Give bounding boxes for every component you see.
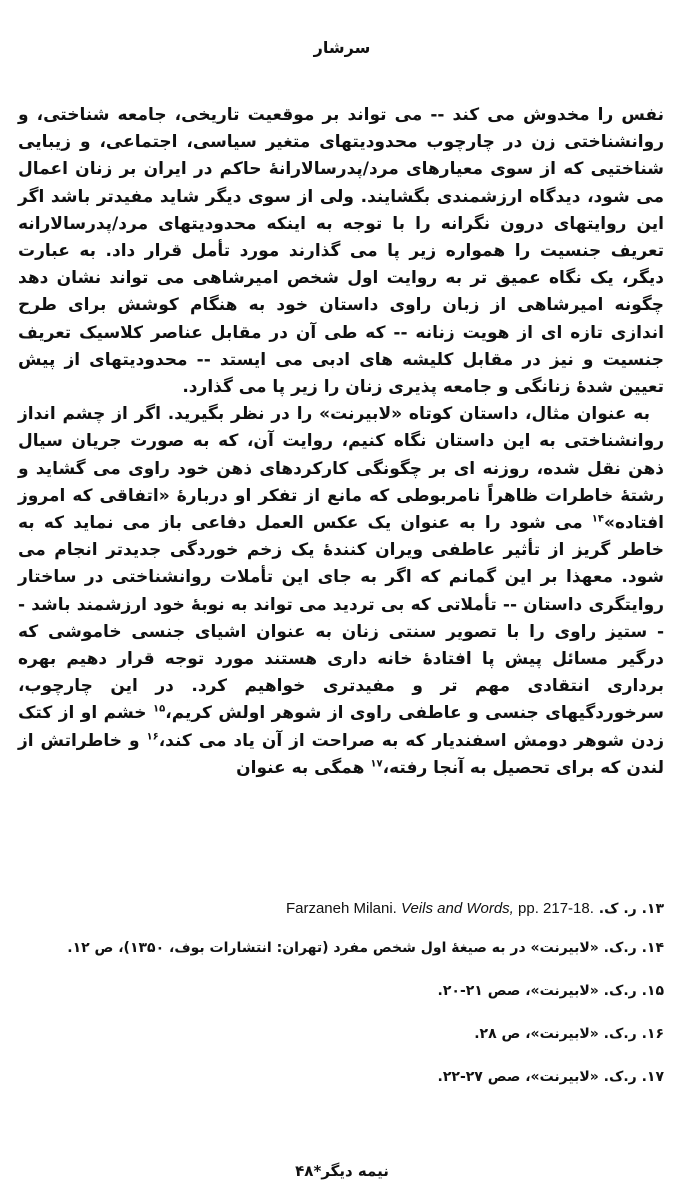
footnote-13-title: Veils and Words, (401, 900, 514, 917)
footnote-13-citation (286, 900, 594, 917)
footnote-13 (286, 900, 664, 917)
paragraph-2-text-e: همگی به عنوان (236, 757, 365, 778)
paragraph-2-text-d: و خاطراتش از لندن که برای تحصیل به آنجا رفته، (18, 730, 664, 778)
paragraph-2-text-a: به عنوان مثال، داستان کوتاه «لابیرنت» را در نظر بگیرید. اگر از چشم انداز روانشناختی به این داستان نگاه کنیم، روایت آن، که به صورت جریان سیال ذهن نقل شده، روزنه ای بر چگونگی کارکردهای ذهن خود راوی می گشاید و رشتهٔ خاطرات ظاهراً نامربوطی که مانع از تفکر او دربارهٔ «اتفاقی که امروز افتاده» (18, 404, 665, 534)
paragraph-2 (18, 401, 664, 782)
footnote-17: ۱۷. ر.ک. «لابیرنت»، صص ۲۷-۲۲. (437, 1069, 664, 1085)
paragraph-2-text-c: خشم او از کتک زدن شوهر دومش اسفندیار که به صراحت از آن یاد می کند، (18, 703, 664, 751)
running-title: سرشار (313, 38, 371, 57)
paragraph-2-text-b: می شود را به عنوان یک عکس العمل دفاعی باز می نماید که به خاطر گریز از تأثیر عاطفی ویران کنندهٔ یک زخم خوردگی جدیدتر انجام می شود. معهذا بر این گمانم که اگر به جای این تأملات روانشناختی در ساختار روایتگری داستان -- تأملاتی که بی تردید می تواند به نوبهٔ خود ارزشمند باشد -- ستیز راوی را با تصویر سنتی زنان به عنوان اشیای جنسی خاموشی که درگیر مسائل پیش پا افتادهٔ خانه داری هستند مورد توجه قرار دهیم بهره برداری انتقادی مهم تر و مفیدتری خواهیم کرد. در این چارچوب، سرخوردگیهای جنسی و عاطفی راوی از شوهر اولش کریم، (18, 513, 665, 724)
footnote-14: ۱۴. ر.ک. «لابیرنت» در به صیغهٔ اول شخص مفرد (تهران: انتشارات بوف، ۱۳۵۰)، ص ۱۲. (67, 940, 664, 956)
footnote-13-number: ۱۳. ر. ک. (598, 901, 664, 917)
footnote-ref-15: ۱۵ (153, 703, 166, 715)
page-footer: نیمه دیگر*۴۸ (295, 1162, 389, 1180)
footnote-15: ۱۵. ر.ک. «لابیرنت»، صص ۲۱-۲۰. (437, 983, 664, 999)
footnote-16: ۱۶. ر.ک. «لابیرنت»، ص ۲۸. (474, 1026, 664, 1042)
body-text (18, 102, 664, 782)
footnote-ref-16b: ۱۶ (146, 731, 159, 743)
footnote-13-pages: pp. 217-18. (518, 900, 594, 917)
paragraph-1 (18, 102, 664, 401)
paragraph-1-text: نفس را مخدوش می کند -- می تواند بر موقعیت تاریخی، جامعه شناختی، و روانشناختی زن در چارچوب محدودیتهای متغیر سیاسی، اجتماعی، و زیبایی شناختیی که از سوی معیارهای مرد/پدرسالارانهٔ حاکم در ایران بر زنان اعمال می شود، دیدگاه ارزشمندی بگشایند. ولی از سوی دیگر شاید مفیدتر باشد اگر این روایتهای درون نگرانه را با توجه به اینکه محدودیتهای مرد/پدرسالارانه تعریف جنسیت را همواره زیر پا می گذارند مورد تأمل قرار داد. به عبارت دیگر، یک نگاه عمیق تر به روایت اول شخص امیرشاهی می تواند نشان دهد چگونه امیرشاهی از زبان راوی داستان خود به هنگام کوشش برای طرح اندازی تازه ای از هویت زنانه -- که طی آن در مقابل عناصر کلاسیک تعریف جنسیت و نیز در مقابل کلیشه های ادبی می ایستد -- محدودیتهای از پیش تعیین شدهٔ زنانگی و جامعه پذیری زنان را زیر پا می گذارد. (18, 105, 664, 398)
footnote-ref-16: ۱۴ (591, 513, 604, 525)
footnote-13-author: Farzaneh Milani. (285, 900, 397, 917)
footnote-ref-17: ۱۷ (370, 758, 383, 770)
